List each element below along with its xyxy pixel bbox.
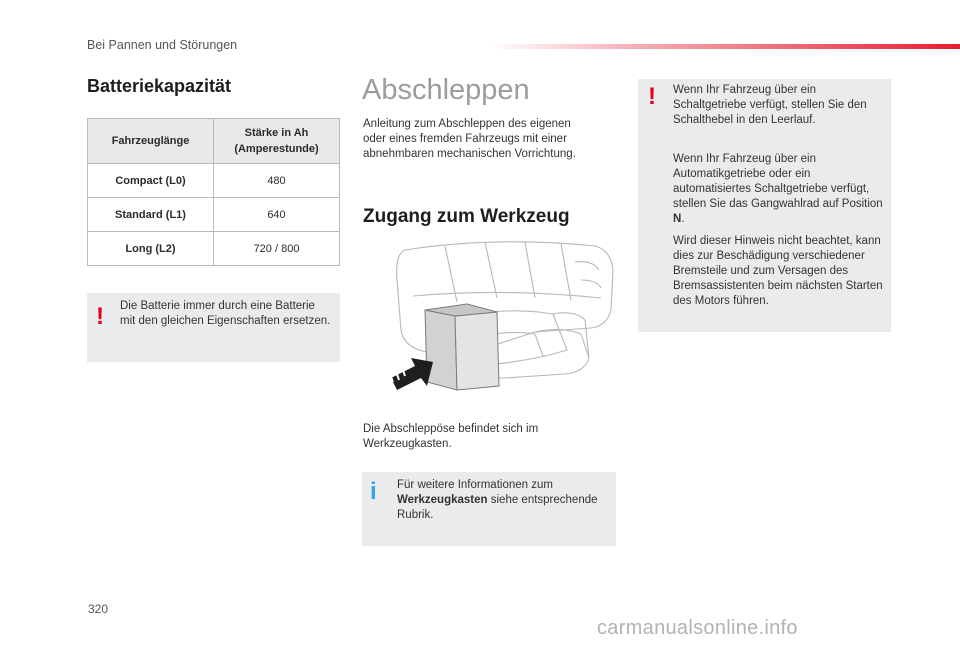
info-text-suffix: siehe entsprechende Rubrik. bbox=[397, 494, 598, 521]
info-text-prefix: Für weitere Informationen zum bbox=[397, 479, 553, 491]
table-header-row bbox=[88, 119, 340, 164]
table-cell-capacity: 640 bbox=[214, 198, 340, 232]
toolbox-caption: Die Abschleppöse befindet sich im Werkzeugkasten. bbox=[363, 423, 539, 450]
table-cell-model: Standard (L1) bbox=[88, 198, 214, 232]
battery-title: Batteriekapazität bbox=[87, 76, 232, 96]
column-header-length: Fahrzeuglänge bbox=[88, 119, 214, 164]
towing-info-box bbox=[362, 472, 616, 546]
table-cell-model: Long (L2) bbox=[88, 232, 214, 266]
header-accent-bar bbox=[490, 44, 960, 49]
warning-consequence-text: Wird dieser Hinweis nicht beachtet, kann dies zur Beschädigung verschiedener Bremsteile und zum Versagen des Bremsassistenten beim nächsten Starten des Motors führen. bbox=[673, 235, 883, 307]
table-cell-model: Compact (L0) bbox=[88, 164, 214, 198]
warning-manual-text: Wenn Ihr Fahrzeug über ein Schaltgetriebe verfügt, stellen Sie den Schalthebel in den Leerlauf. bbox=[673, 84, 867, 126]
towing-intro: Anleitung zum Abschleppen des eigenen oder eines fremden Fahrzeugs mit einer abnehmbaren mechanischen Vorrichtung. bbox=[363, 118, 576, 160]
battery-warning-text: Die Batterie immer durch eine Batterie mit den gleichen Eigenschaften ersetzen. bbox=[120, 300, 331, 327]
towing-title: Abschleppen bbox=[362, 74, 530, 106]
towing-info-text bbox=[397, 478, 611, 523]
watermark: carmanualsonline.info bbox=[597, 617, 798, 639]
table-cell-capacity: 720 / 800 bbox=[214, 232, 340, 266]
warning-automatic-text bbox=[673, 152, 883, 227]
warning-exclamation-icon: ! bbox=[648, 83, 656, 110]
tools-title: Zugang zum Werkzeug bbox=[363, 206, 570, 227]
info-i-icon: i bbox=[370, 478, 377, 505]
info-text-bold: Werkzeugkasten bbox=[397, 494, 488, 506]
table-row bbox=[88, 232, 340, 266]
position-n-label: N bbox=[673, 213, 682, 225]
column-header-capacity: Stärke in Ah (Amperestunde) bbox=[214, 119, 340, 164]
battery-warning-box bbox=[87, 293, 340, 362]
table-row bbox=[88, 198, 340, 232]
arrow-icon bbox=[389, 358, 433, 390]
seat-toolbox-illustration bbox=[385, 240, 617, 400]
transmission-warning-box bbox=[638, 79, 891, 332]
warning-automatic-suffix: . bbox=[681, 213, 685, 225]
warning-exclamation-icon: ! bbox=[96, 303, 104, 330]
table-row bbox=[88, 164, 340, 198]
page-number: 320 bbox=[88, 602, 109, 616]
battery-capacity-table bbox=[87, 118, 340, 266]
table-cell-capacity: 480 bbox=[214, 164, 340, 198]
section-label: Bei Pannen und Störungen bbox=[87, 38, 238, 52]
warning-automatic-prefix: Wenn Ihr Fahrzeug über ein Automatikgetriebe oder ein automatisiertes Schaltgetriebe verfügt, stellen Sie das Gangwahlrad auf Position bbox=[673, 153, 883, 210]
